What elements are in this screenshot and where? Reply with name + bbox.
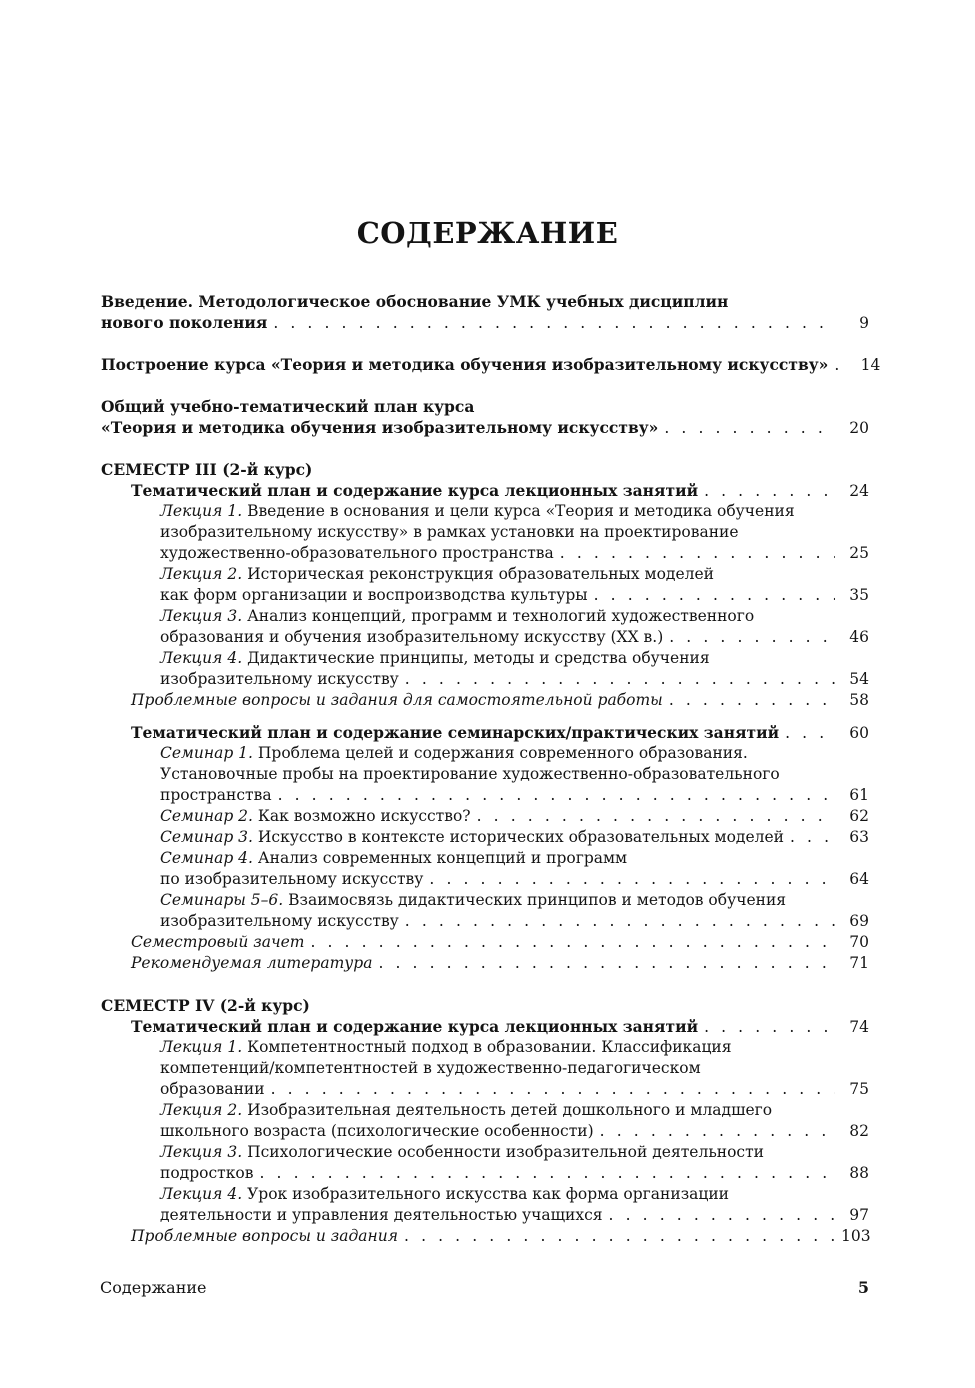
toc-page-number: 97	[849, 1206, 869, 1224]
toc-dot-leader	[477, 806, 835, 827]
toc-entry-text	[131, 932, 304, 953]
footer-section-title: Содержание	[100, 1278, 207, 1297]
toc-line	[160, 1142, 764, 1163]
toc-entry-label: Лекция 4.	[160, 1185, 243, 1203]
toc-line	[101, 291, 728, 312]
toc-entry-label: Лекция 2.	[160, 1101, 243, 1119]
toc-page-number: 75	[849, 1080, 869, 1098]
toc-entry-label: Семинар 4.	[160, 849, 253, 867]
toc-line	[160, 1184, 729, 1205]
toc-line	[160, 743, 748, 764]
toc-line	[160, 785, 869, 806]
toc-line	[160, 1205, 869, 1226]
toc-line	[160, 890, 786, 911]
toc-entry-title: образования и обучения изобразительному искусству (ХХ в.)	[160, 628, 664, 646]
toc-entry-title: пространства	[160, 786, 272, 804]
toc-dot-leader	[273, 313, 835, 334]
toc-entry-text	[160, 565, 714, 583]
toc-page-number: 69	[849, 912, 869, 930]
toc-line	[160, 669, 869, 690]
toc-entry-title: Тематический план и содержание семинарских/практических занятий	[131, 723, 780, 742]
toc-entry-title: Как возможно искусство?	[252, 807, 471, 825]
toc-dot-leader	[790, 827, 835, 848]
toc-entry-text	[160, 1079, 265, 1100]
toc-entry-title: Взаимосвязь дидактических принципов и методов обучения	[283, 891, 787, 909]
toc-line	[131, 1016, 869, 1037]
toc-dot-leader	[594, 585, 835, 606]
toc-entry-title: Историческая реконструкция образовательных моделей	[242, 565, 714, 583]
toc-entry-text	[160, 849, 627, 867]
toc-line	[160, 1037, 732, 1058]
toc-entry-text	[101, 292, 728, 311]
toc-entry-text	[101, 312, 267, 333]
toc-entry-label: Лекция 4.	[160, 649, 243, 667]
toc-page-number: 88	[849, 1164, 869, 1182]
toc-entry-title: компетенций/компетентностей в художественно-педагогическом	[160, 1059, 701, 1077]
toc-line	[101, 417, 869, 438]
toc-page-number: 71	[849, 954, 869, 972]
toc-entry-text	[160, 765, 780, 783]
toc-entry-title: изобразительному искусству» в рамках установки на проектирование	[160, 523, 739, 541]
toc-dot-leader	[609, 1205, 835, 1226]
toc-line	[160, 648, 710, 669]
toc-entry-text	[160, 607, 754, 625]
toc-line	[101, 459, 312, 480]
toc-page-number: 62	[849, 807, 869, 825]
toc-entry-label: Лекция 3.	[160, 607, 243, 625]
toc-entry-title: нового поколения	[101, 313, 268, 332]
toc-entry-title: Проблемные вопросы и задания	[131, 1227, 399, 1245]
toc-page-number: 82	[849, 1122, 869, 1140]
toc-entry-text	[160, 1205, 603, 1226]
toc-entry-title: Искусство в контексте исторических образовательных моделей	[252, 828, 784, 846]
toc-line	[160, 1079, 869, 1100]
toc-dot-leader	[405, 911, 835, 932]
page-title: СОДЕРЖАНИЕ	[356, 216, 619, 250]
toc-dot-leader	[664, 418, 835, 439]
toc-entry-title: Анализ современных концепций и программ	[252, 849, 628, 867]
toc-page-number: 24	[849, 482, 869, 500]
toc-entry-text	[160, 1185, 729, 1203]
toc-entry-title: Проблема целей и содержания современного образования.	[252, 744, 748, 762]
toc-entry-label: Семинар 3.	[160, 828, 253, 846]
toc-entry-title: Введение в основания и цели курса «Теория и методика обучения	[242, 502, 795, 520]
toc-page-number: 74	[849, 1018, 869, 1036]
toc-entry-title: Рекомендуемая литература	[131, 954, 373, 972]
toc-entry-label: Семинары 5–6.	[160, 891, 284, 909]
toc-entry-text	[160, 806, 471, 827]
toc-entry-title: Тематический план и содержание курса лекционных занятий	[131, 1017, 699, 1036]
toc-page-number: 61	[849, 786, 869, 804]
toc-entry-label: Семинар 1.	[160, 744, 253, 762]
toc-entry-text	[160, 785, 272, 806]
toc-entry-title: Изобразительная деятельность детей дошкольного и младшего	[242, 1101, 773, 1119]
toc-line	[131, 953, 869, 974]
toc-line	[131, 690, 869, 711]
toc-entry-text	[160, 669, 399, 690]
toc-line	[160, 1058, 701, 1079]
toc-entry-text	[160, 1163, 253, 1184]
toc-line	[131, 932, 869, 953]
toc-page-number: 54	[849, 670, 869, 688]
toc-dot-leader	[834, 355, 846, 376]
toc-line	[160, 869, 869, 890]
toc-line	[160, 848, 627, 869]
toc-dot-leader	[704, 1017, 835, 1038]
toc-entry-title: Компетентностный подход в образовании. Классификация	[242, 1038, 732, 1056]
toc-entry-text	[160, 744, 748, 762]
toc-entry-text	[101, 460, 312, 479]
toc-page-number: 46	[849, 628, 869, 646]
toc-entry-label: Лекция 1.	[160, 1038, 243, 1056]
toc-entry-title: Психологические особенности изобразительной деятельности	[242, 1143, 765, 1161]
toc-page-number: 60	[849, 724, 869, 742]
toc-line	[131, 480, 869, 501]
toc-entry-text	[131, 722, 779, 743]
toc-dot-leader	[429, 869, 835, 890]
toc-entry-text	[101, 354, 828, 375]
toc-entry-title: СЕМЕСТР IV (2-й курс)	[101, 996, 310, 1015]
toc-page-number: 103	[841, 1227, 871, 1245]
toc-entry-text	[160, 1038, 732, 1056]
toc-entry-text	[160, 1101, 772, 1119]
toc-entry-title: Общий учебно-тематический план курса	[101, 397, 475, 416]
toc-entry-title: Анализ концепций, программ и технологий художественного	[242, 607, 755, 625]
toc-entry-text	[131, 1226, 398, 1247]
toc-entry-title: Построение курса «Теория и методика обучения изобразительному искусству»	[101, 355, 829, 374]
toc-entry-title: деятельности и управления деятельностью учащихся	[160, 1206, 603, 1224]
toc-entry-title: Установочные пробы на проектирование художественно-образовательного	[160, 765, 780, 783]
toc-entry-text	[160, 869, 423, 890]
toc-dot-leader	[669, 627, 835, 648]
toc-page-number: 25	[849, 544, 869, 562]
toc-line	[160, 585, 869, 606]
toc-dot-leader	[278, 785, 835, 806]
toc-line	[160, 806, 869, 827]
toc-entry-text	[160, 523, 739, 541]
toc-line	[160, 1163, 869, 1184]
toc-entry-text	[131, 480, 698, 501]
toc-entry-title: образовании	[160, 1080, 265, 1098]
toc-entry-text	[160, 502, 795, 520]
toc-line	[160, 522, 739, 543]
toc-entry-title: изобразительному искусству	[160, 670, 399, 688]
toc-entry-text	[160, 627, 663, 648]
toc-entry-text	[101, 397, 474, 416]
toc-entry-text	[131, 1016, 698, 1037]
toc-entry-title: по изобразительному искусству	[160, 870, 424, 888]
toc-entry-text	[131, 690, 663, 711]
toc-entry-title: Дидактические принципы, методы и средства обучения	[242, 649, 710, 667]
toc-entry-label: Лекция 3.	[160, 1143, 243, 1161]
toc-page-number: 63	[849, 828, 869, 846]
toc-dot-leader	[259, 1163, 835, 1184]
toc-line	[101, 396, 474, 417]
toc-entry-text	[101, 996, 310, 1015]
toc-page-number: 64	[849, 870, 869, 888]
toc-line	[160, 764, 780, 785]
toc-entry-text	[160, 1121, 594, 1142]
toc-dot-leader	[271, 1079, 835, 1100]
toc-line	[160, 1100, 772, 1121]
toc-entry-title: художественно-образовательного пространства	[160, 544, 554, 562]
toc-entry-text	[160, 543, 554, 564]
toc-entry-text	[160, 827, 784, 848]
toc-entry-text	[160, 891, 786, 909]
toc-dot-leader	[404, 1226, 835, 1247]
toc-dot-leader	[560, 543, 835, 564]
toc-page-number: 9	[859, 314, 869, 332]
toc-line	[160, 911, 869, 932]
toc-entry-text	[160, 649, 710, 667]
toc-line	[160, 606, 754, 627]
toc-entry-text	[160, 1143, 764, 1161]
toc-line	[160, 627, 869, 648]
toc-line	[160, 564, 714, 585]
toc-dot-leader	[405, 669, 835, 690]
toc-line	[160, 501, 795, 522]
toc-line	[160, 543, 869, 564]
toc-dot-leader	[600, 1121, 835, 1142]
toc-entry-title: как форм организации и воспроизводства культуры	[160, 586, 588, 604]
toc-entry-title: Урок изобразительного искусства как форма организации	[242, 1185, 730, 1203]
toc-line	[101, 354, 881, 375]
toc-line	[131, 1226, 869, 1247]
toc-dot-leader	[704, 481, 835, 502]
toc-entry-text	[131, 953, 372, 974]
toc-line	[160, 827, 869, 848]
toc-page-number: 35	[849, 586, 869, 604]
toc-line	[160, 1121, 869, 1142]
toc-dot-leader	[310, 932, 835, 953]
toc-page-number: 70	[849, 933, 869, 951]
toc-dot-leader	[378, 953, 835, 974]
toc-line	[101, 312, 869, 333]
toc-entry-text	[160, 585, 588, 606]
toc-entry-label: Лекция 2.	[160, 565, 243, 583]
toc-page-number: 58	[849, 691, 869, 709]
toc-entry-text	[101, 417, 658, 438]
toc-line	[131, 722, 869, 743]
toc-page-number: 20	[849, 419, 869, 437]
toc-entry-title: изобразительному искусству	[160, 912, 399, 930]
toc-entry-label: Семинар 2.	[160, 807, 253, 825]
toc-entry-title: «Теория и методика обучения изобразительному искусству»	[101, 418, 659, 437]
toc-entry-title: Тематический план и содержание курса лекционных занятий	[131, 481, 699, 500]
toc-entry-text	[160, 911, 399, 932]
footer-page-number: 5	[857, 1278, 869, 1297]
toc-entry-title: подростков	[160, 1164, 254, 1182]
toc-entry-title: школьного возраста (психологические особенности)	[160, 1122, 594, 1140]
toc-entry-title: Семестровый зачет	[131, 933, 305, 951]
toc-entry-text	[160, 1059, 701, 1077]
toc-dot-leader	[669, 690, 835, 711]
toc-entry-title: Введение. Методологическое обоснование УМК учебных дисциплин	[101, 292, 729, 311]
toc-entry-label: Лекция 1.	[160, 502, 243, 520]
toc-entry-title: СЕМЕСТР III (2-й курс)	[101, 460, 313, 479]
toc-dot-leader	[785, 723, 835, 744]
toc-entry-title: Проблемные вопросы и задания для самостоятельной работы	[131, 691, 663, 709]
toc-line	[101, 995, 310, 1016]
toc-page-number: 14	[860, 356, 881, 374]
